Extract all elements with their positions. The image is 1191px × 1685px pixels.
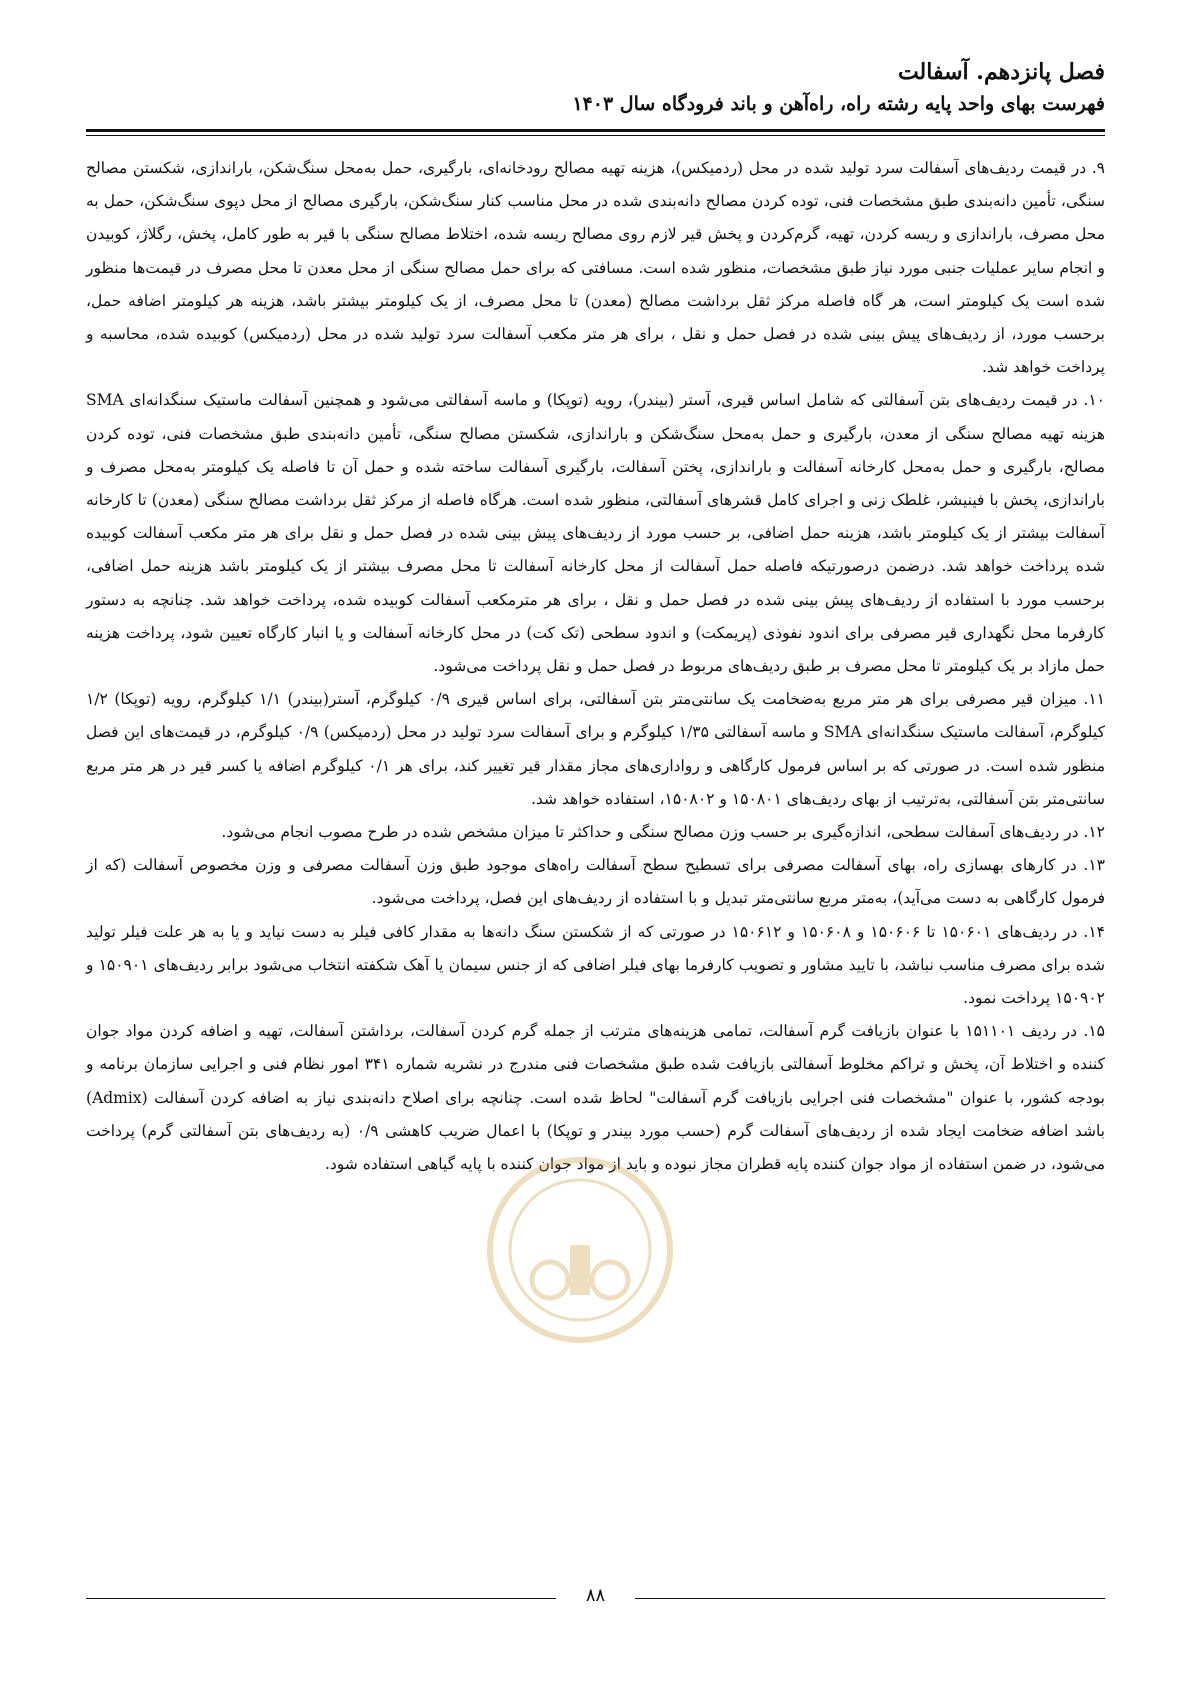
- document-subtitle: فهرست بهای واحد پایه رشته راه، راه‌آهن و باند فرودگاه سال ۱۴۰۳: [572, 93, 1105, 115]
- page-header: [86, 56, 1105, 120]
- page-number: ۸۸: [585, 1585, 606, 1606]
- paragraph-9: ۹. در قیمت ردیف‌های آسفالت سرد تولید شده در محل (ردمیکس)، هزینه تهیه مصالح رودخانه‌ای، بارگیری، حمل به‌محل سنگ‌شکن، باراندازی، شکستن مصالح سنگی، تأمین دانه‌بندی طبق مشخصات فنی، توده کردن مصالح دانه‌بندی شده در محل مناسب کنار سنگ‌شکن، بارگیری مصالح از محل دپوی سنگ‌شکن، حمل به محل مصرف، باراندازی و ریسه کردن، تهیه، گرم‌کردن و پخش قیر لازم روی مصالح ریسه شده، اختلاط مصالح سنگی با قیر به طور کامل، پخش، رگلاژ، کوبیدن و انجام سایر عملیات جنبی مورد نیاز طبق مشخصات، منظور شده است. مسافتی که برای حمل مصالح سنگی از محل معدن تا محل مصرف در قیمت‌ها منظور شده است یک کیلومتر است، هر گاه فاصله مرکز ثقل برداشت مصالح (معدن) تا محل مصرف، از یک کیلومتر بیشتر باشد، هزینه هر کیلومتر اضافه حمل، برحسب مورد، از ردیف‌های پیش بینی شده در فصل حمل و نقل ، برای هر متر مکعب آسفالت سرد تولید شده در محل (ردمیکس) کوبیده شده، محاسبه و پرداخت خواهد شد.: [86, 159, 1105, 377]
- paragraph-11: ۱۱. میزان قیر مصرفی برای هر متر مربع به‌ضخامت یک سانتی‌متر بتن آسفالتی، برای اساس قیری ۰/۹ کیلوگرم، آستر(بیندر) ۱/۱ کیلوگرم، رویه (توپکا) ۱/۲ کیلوگرم، آسفالت ماستیک سنگدانه‌ای SMA و ماسه آسفالتی ۱/۳۵ کیلوگرم و برای آسفالت سرد تولید در محل (ردمیکس) ۰/۹ کیلوگرم، در قیمت‌های این فصل منظور شده است. در صورتی که بر اساس فرمول کارگاهی و رواداری‌های مجاز مقدار قیر تغییر کند، برای هر ۰/۱ کیلوگرم اضافه یا کسر قیر در هر متر مربع سانتی‌متر بتن آسفالتی، به‌ترتیب از بهای ردیف‌های ۱۵۰۸۰۱ و ۱۵۰۸۰۲، استفاده خواهد شد.: [86, 690, 1105, 808]
- header-rule-thin: [86, 135, 1105, 136]
- paragraph-15: ۱۵. در ردیف ۱۵۱۱۰۱ با عنوان بازیافت گرم آسفالت، تمامی هزینه‌های مترتب از جمله گرم کردن آسفالت، برداشتن آسفالت، تهیه و اضافه کردن مواد جوان کننده و اختلاط آن، پخش و تراکم مخلوط آسفالتی بازیافت شده طبق مشخصات فنی مندرج در نشریه شماره ۳۴۱ امور نظام فنی و اجرایی سازمان برنامه و بودجه کشور، با عنوان "مشخصات فنی اجرایی بازیافت گرم آسفالت" لحاظ شده است. چنانچه برای اصلاح دانه‌بندی نیاز به اضافه کردن آسفالت (Admix) باشد اضافه ضخامت ایجاد شده از ردیف‌های آسفالت گرم (حسب مورد بیندر و توپکا) با اعمال ضریب کاهشی ۰/۹ (به ردیف‌های بتن آسفالتی گرم) پرداخت می‌شود، در ضمن استفاده از مواد جوان کننده پایه قطران مجاز نبوده و باید از مواد جوان کننده با پایه گیاهی استفاده شود.: [86, 1022, 1105, 1174]
- header-rule-thick: [86, 129, 1105, 132]
- paragraph-12: ۱۲. در ردیف‌های آسفالت سطحی، اندازه‌گیری بر حسب وزن مصالح سنگی و حداکثر تا میزان مشخص شده در طرح مصوب انجام می‌شود.: [221, 823, 1105, 842]
- body-text: [86, 152, 1105, 1181]
- paragraph-13: ۱۳. در کارهای بهسازی راه، بهای آسفالت مصرفی برای تسطیح سطح آسفالت راه‌های موجود طبق وزن آسفالت مصرفی و وزن مخصوص آسفالت (که از فرمول کارگاهی به دست می‌آید)، به‌متر مربع سانتی‌متر تبدیل و با استفاده از ردیف‌های این فصل، پرداخت می‌شود.: [86, 856, 1105, 908]
- paragraph-10: ۱۰. در قیمت ردیف‌های بتن آسفالتی که شامل اساس قیری، آستر (بیندر)، رویه (توپکا) و ماسه آسفالتی می‌شود و همچنین آسفالت ماستیک سنگدانه‌ای SMA هزینه تهیه مصالح سنگی از معدن، بارگیری و حمل به‌محل سنگ‌شکن و باراندازی، شکستن مصالح سنگی، تأمین دانه‌بندی طبق مشخصات فنی، توده کردن مصالح، بارگیری و حمل به‌محل کارخانه آسفالت و باراندازی، پختن آسفالت، بارگیری آسفالت ساخته شده و حمل آن تا فاصله یک کیلومتر به‌محل مصرف و باراندازی، پخش با فینیشر، غلطک زنی و اجرای کامل قشرهای آسفالتی، منظور شده است. هرگاه فاصله از مرکز ثقل برداشت مصالح سنگی (معدن) تا کارخانه آسفالت بیشتر از یک کیلومتر باشد، هزینه حمل اضافی، بر حسب مورد از ردیف‌های پیش بینی شده در فصل حمل و نقل برای هر متر مکعب آسفالت کوبیده شده پرداخت خواهد شد. درضمن درصورتیکه فاصله حمل آسفالت از محل کارخانه آسفالت تا محل مصرف بیشتر از یک کیلومتر باشد هزینه حمل اضافی، برحسب مورد با استفاده از ردیف‌های پیش بینی شده در فصل حمل و نقل ، برای هر مترمکعب آسفالت کوبیده شده، پرداخت خواهد شد. چنانچه به دستور کارفرما محل نگهداری قیر مصرفی برای اندود نفوذی (پریمکت) و اندود سطحی (تک کت) در محل کارخانه آسفالت و یا انبار کارگاه تعیین شود، پرداخت هزینه حمل مازاد بر یک کیلومتر تا محل مصرف بر طبق ردیف‌های مربوط در فصل حمل و نقل پرداخت می‌شود.: [86, 391, 1105, 676]
- paragraph-14: ۱۴. در ردیف‌های ۱۵۰۶۰۱ تا ۱۵۰۶۰۶ و ۱۵۰۶۰۸ و ۱۵۰۶۱۲ در صورتی که از شکستن سنگ دانه‌ها به مقدار کافی فیلر به دست نیاید و یا به هر علت فیلر تولید شده برای مصرف مناسب نباشد، با تایید مشاور و تصویب کارفرما بهای فیلر اضافی که از جنس سیمان یا آهک شکفته انتخاب می‌شود برابر ردیف‌های ۱۵۰۹۰۱ و ۱۵۰۹۰۲ پرداخت نمود.: [86, 922, 1106, 1008]
- chapter-title: فصل پانزدهم. آسفالت: [897, 59, 1105, 85]
